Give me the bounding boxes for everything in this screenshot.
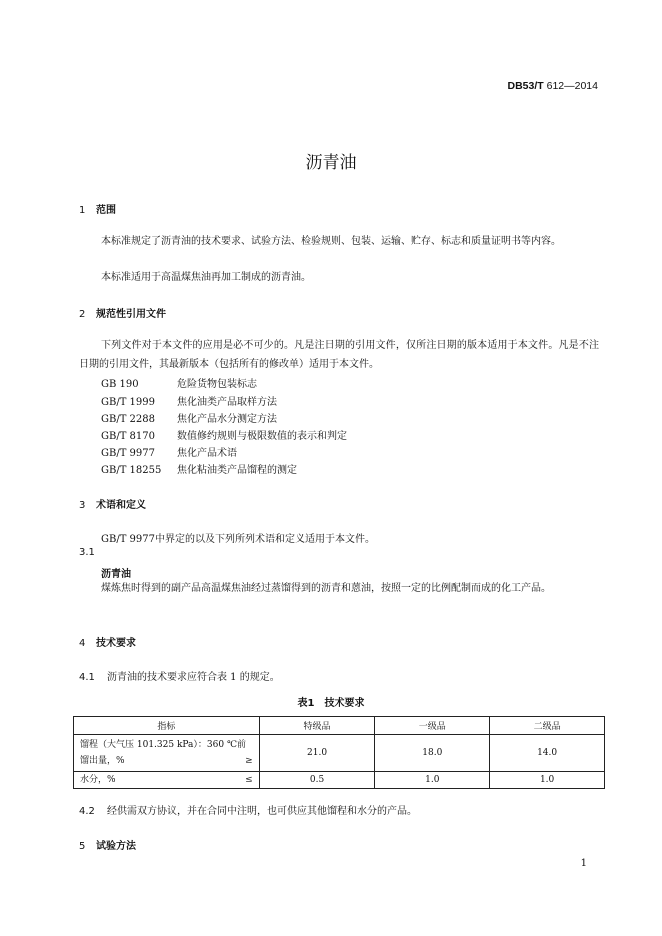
clause-4-2: 4.2 经供需双方协议，并在合同中注明，也可供应其他馏程和水分的产品。 xyxy=(79,806,417,817)
term-definition: 煤炼焦时得到的副产品高温煤焦油经过蒸馏得到的沥青和蒽油，按照一定的比例配制而成的化工产品。 xyxy=(101,583,551,594)
normative-refs-paragraph: 下列文件对于本文件的应用是必不可少的。凡是注日期的引用文件，仅所注日期的版本适用于本文件。凡是不注日期的引用文件，其最新版本（包括所有的修改单）适用于本文件。 xyxy=(79,340,599,370)
header-cell: 指标 xyxy=(74,717,260,735)
table-row xyxy=(74,735,605,772)
value-cell: 0.5 xyxy=(259,772,375,789)
term-name: 沥青油 xyxy=(101,569,131,580)
clause-4-1: 4.1 沥青油的技术要求应符合表 1 的规定。 xyxy=(79,672,280,683)
header-cell: 特级品 xyxy=(259,717,375,735)
indicator-cell: 馏程（大气压 101.325 kPa）：360 ℃前 馏出量，% ≥ xyxy=(74,735,260,772)
page-number: 1 xyxy=(580,858,587,869)
reference-item: GB/T 1999 焦化油类产品取样方法 xyxy=(101,397,277,408)
reference-item: GB/T 9977 焦化产品术语 xyxy=(101,448,237,459)
table-row xyxy=(74,772,605,789)
value-cell: 18.0 xyxy=(375,735,490,772)
value-cell: 1.0 xyxy=(490,772,605,789)
section-2-heading: 2 规范性引用文件 xyxy=(79,309,166,320)
reference-item: GB/T 8170 数值修约规则与极限数值的表示和判定 xyxy=(101,431,347,442)
reference-item: GB/T 18255 焦化粘油类产品馏程的测定 xyxy=(101,465,297,476)
scope-paragraph-2: 本标准适用于高温煤焦油再加工制成的沥青油。 xyxy=(101,272,311,283)
indicator-cell: 水分，% ≤ xyxy=(74,772,260,789)
scope-paragraph-1: 本标准规定了沥青油的技术要求、试验方法、检验规则、包装、运输、贮存、标志和质量证明书等内容。 xyxy=(101,236,561,247)
document-title: 沥青油 xyxy=(305,153,357,173)
header-cell: 一级品 xyxy=(375,717,490,735)
header-cell: 二级品 xyxy=(490,717,605,735)
table-caption: 表1 技术要求 xyxy=(297,698,365,709)
value-cell: 1.0 xyxy=(375,772,490,789)
reference-item: GB 190 危险货物包装标志 xyxy=(101,379,257,390)
term-number: 3.1 xyxy=(79,547,95,558)
technical-requirements-table xyxy=(73,716,605,789)
reference-item: GB/T 2288 焦化产品水分测定方法 xyxy=(101,414,277,425)
section-3-heading: 3 术语和定义 xyxy=(79,500,146,511)
section-1-heading: 1 范围 xyxy=(79,205,116,216)
value-cell: 21.0 xyxy=(259,735,375,772)
standard-number: DB53/T 612—2014 xyxy=(507,80,598,92)
section-4-heading: 4 技术要求 xyxy=(79,638,136,649)
terms-intro: GB/T 9977中界定的以及下列所列术语和定义适用于本文件。 xyxy=(101,534,376,545)
section-5-heading: 5 试验方法 xyxy=(79,841,136,852)
value-cell: 14.0 xyxy=(490,735,605,772)
table-header-row xyxy=(74,717,605,735)
